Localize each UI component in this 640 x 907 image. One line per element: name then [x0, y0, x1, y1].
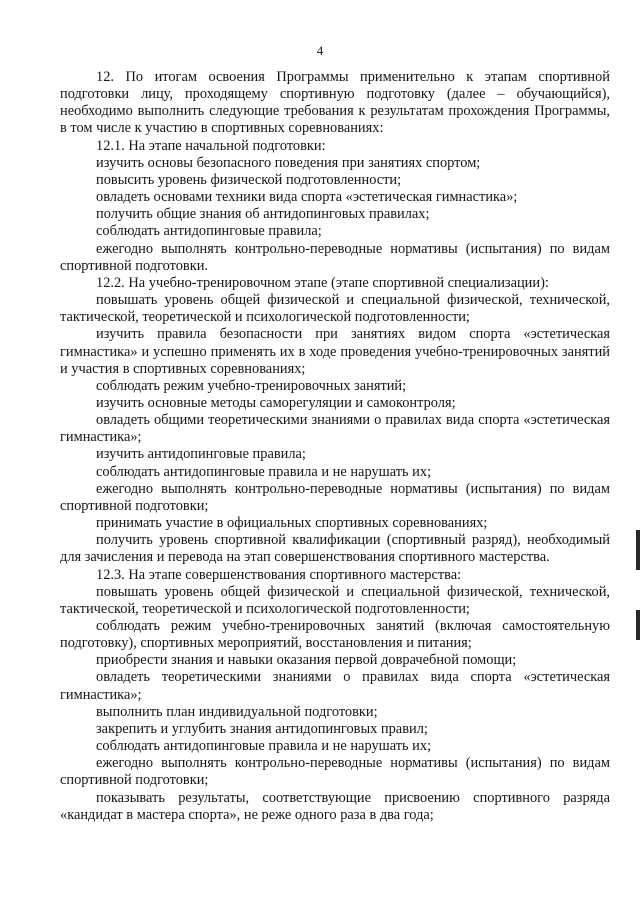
- paragraph: овладеть теоретическими знаниями о правилах вида спорта «эстетическая гимнастика»;: [60, 669, 610, 703]
- paragraph: соблюдать антидопинговые правила и не нарушать их;: [96, 463, 432, 480]
- paragraph: овладеть основами техники вида спорта «эстетическая гимнастика»;: [96, 189, 518, 206]
- paragraph: получить уровень спортивной квалификации (спортивный разряд), необходимый для зачисления и перевода на этап совершенствования спортивного мастерства.: [60, 532, 610, 566]
- paragraph: соблюдать антидопинговые правила;: [96, 223, 322, 240]
- paragraph: 12.3. На этапе совершенствования спортивного мастерства:: [96, 566, 462, 583]
- paragraph: овладеть общими теоретическими знаниями о правилах вида спорта «эстетическая гимнастика»;: [60, 412, 610, 446]
- paragraph: изучить правила безопасности при занятиях видом спорта «эстетическая гимнастика» и успешно применять их в ходе проведения учебно-тренировочных занятий и участия в спортивных соревнованиях;: [60, 326, 610, 377]
- document-body: [60, 69, 610, 824]
- page-number: 4: [316, 43, 324, 58]
- paragraph: закрепить и углубить знания антидопинговых правил;: [96, 720, 428, 737]
- paragraph: изучить основные методы саморегуляции и самоконтроля;: [96, 394, 456, 411]
- paragraph: ежегодно выполнять контрольно-переводные нормативы (испытания) по видам спортивной подготовки;: [60, 755, 610, 789]
- paragraph: повышать уровень общей физической и специальной физической, технической, тактической, теоретической и психологической подготовленности;: [60, 292, 610, 326]
- paragraph: 12.1. На этапе начальной подготовки:: [96, 137, 326, 154]
- paragraph: соблюдать режим учебно-тренировочных занятий;: [96, 377, 407, 394]
- paragraph: 12. По итогам освоения Программы применительно к этапам спортивной подготовки лицу, проходящему спортивную подготовку (далее – обучающийся), необходимо выполнить следующие требования к результатам прохождения Программы, в том числе к участию в спортивных соревнованиях:: [60, 69, 610, 137]
- paragraph: изучить антидопинговые правила;: [96, 446, 306, 463]
- paragraph: выполнить план индивидуальной подготовки;: [96, 703, 378, 720]
- paragraph: соблюдать режим учебно-тренировочных занятий (включая самостоятельную подготовку), спортивных мероприятий, восстановления и питания;: [60, 618, 610, 652]
- paragraph: получить общие знания об антидопинговых правилах;: [96, 206, 430, 223]
- paragraph: 12.2. На учебно-тренировочном этапе (этапе спортивной специализации):: [96, 274, 549, 291]
- paragraph: принимать участие в официальных спортивных соревнованиях;: [96, 515, 488, 532]
- paragraph: повысить уровень физической подготовленности;: [96, 171, 402, 188]
- paragraph: повышать уровень общей физической и специальной физической, технической, тактической, теоретической и психологической подготовленности;: [60, 583, 610, 617]
- paragraph: соблюдать антидопинговые правила и не нарушать их;: [96, 738, 432, 755]
- paragraph: приобрести знания и навыки оказания первой доврачебной помощи;: [96, 652, 517, 669]
- scan-edge-mark: [636, 530, 640, 570]
- paragraph: изучить основы безопасного поведения при занятиях спортом;: [96, 154, 481, 171]
- paragraph: ежегодно выполнять контрольно-переводные нормативы (испытания) по видам спортивной подготовки;: [60, 480, 610, 514]
- paragraph: ежегодно выполнять контрольно-переводные нормативы (испытания) по видам спортивной подготовки.: [60, 240, 610, 274]
- paragraph: показывать результаты, соответствующие присвоению спортивного разряда «кандидат в мастера спорта», не реже одного раза в два года;: [60, 789, 610, 823]
- scan-edge-mark: [636, 610, 640, 640]
